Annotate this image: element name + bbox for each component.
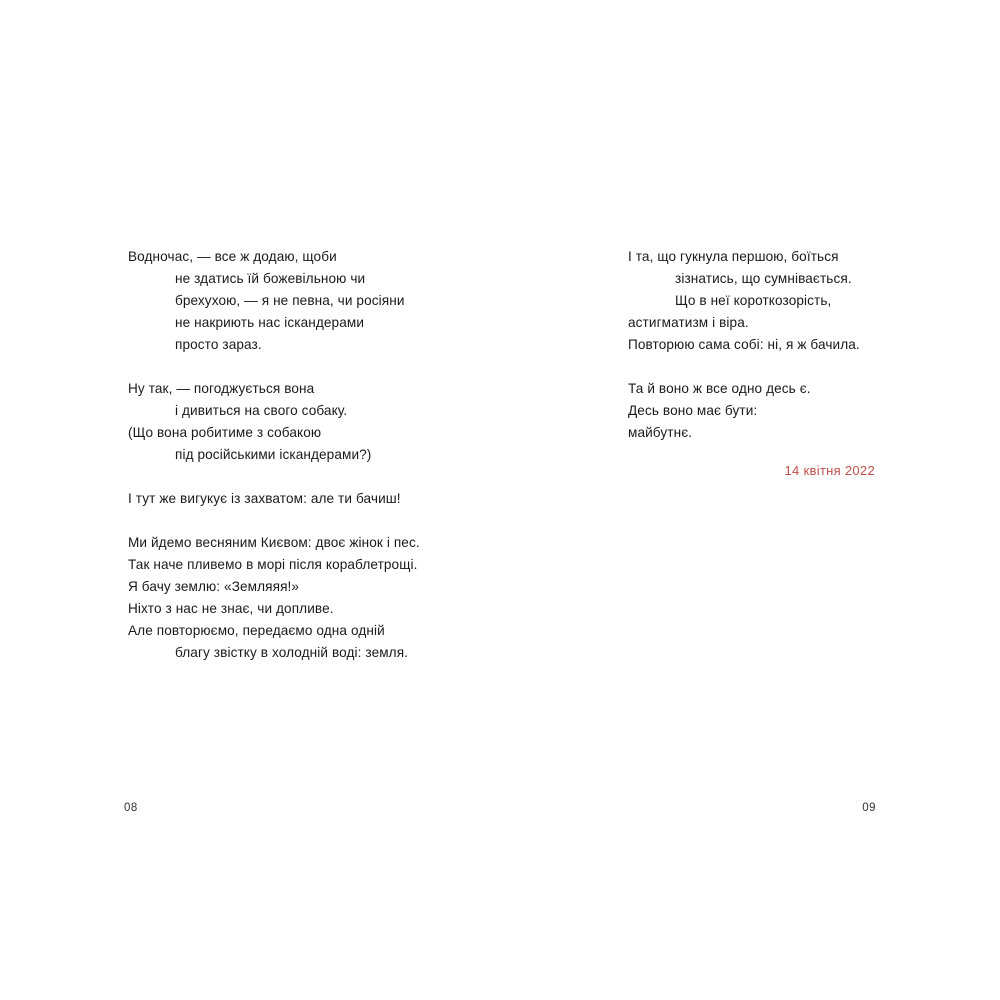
poem-line: брехухою, — я не певна, чи росіяни	[175, 293, 405, 308]
poem-line: Але повторюємо, передаємо одна одній	[128, 623, 385, 638]
poem-line: Водночас, — все ж додаю, щоби	[128, 249, 337, 264]
poem-right-text	[628, 246, 860, 444]
poem-line: Так наче пливемо в морі після кораблетрощі.	[128, 557, 418, 572]
poem-line: Я бачу землю: «Земляяя!»	[128, 579, 300, 594]
poem-line: не здатись їй божевільною чи	[175, 271, 366, 286]
poem-line: І тут же вигукує із захватом: але ти бачиш!	[128, 491, 401, 506]
poem-date: 14 квітня 2022	[784, 463, 875, 478]
poem-line: Ніхто з нас не знає, чи допливе.	[128, 601, 334, 616]
stanza-break	[128, 356, 420, 378]
poem-line: Та й воно ж все одно десь є.	[628, 381, 811, 396]
poem-line: Десь воно має бути:	[628, 403, 758, 418]
right-page	[500, 0, 1000, 1000]
poem-line: просто зараз.	[175, 337, 262, 352]
poem-line: майбутнє.	[628, 425, 693, 440]
poem-line: астигматизм і віра.	[628, 315, 749, 330]
poem-line: (Що вона робитиме з собакою	[128, 425, 322, 440]
stanza-break	[128, 510, 420, 532]
poem-line: благу звістку в холодній воді: земля.	[175, 645, 409, 660]
poem-line: не накриють нас іскандерами	[175, 315, 365, 330]
poem-line: Ну так, — погоджується вона	[128, 381, 315, 396]
stanza-break	[628, 356, 860, 378]
poem-line: Ми йдемо весняним Києвом: двоє жінок і пес.	[128, 535, 420, 550]
poem-line: і дивиться на свого собаку.	[175, 403, 348, 418]
stanza-break	[128, 466, 420, 488]
poem-line: зізнатись, що сумнівається.	[675, 271, 852, 286]
poem-line: Що в неї короткозорість,	[675, 293, 832, 308]
poem-left-text	[128, 246, 420, 664]
poem-line: І та, що гукнула першою, боїться	[628, 249, 839, 264]
poem-line: Повторюю сама собі: ні, я ж бачила.	[628, 337, 860, 352]
page-number-right: 09	[862, 802, 876, 814]
poem-line: під російськими іскандерами?)	[175, 447, 372, 462]
page-number-left: 08	[124, 802, 138, 814]
